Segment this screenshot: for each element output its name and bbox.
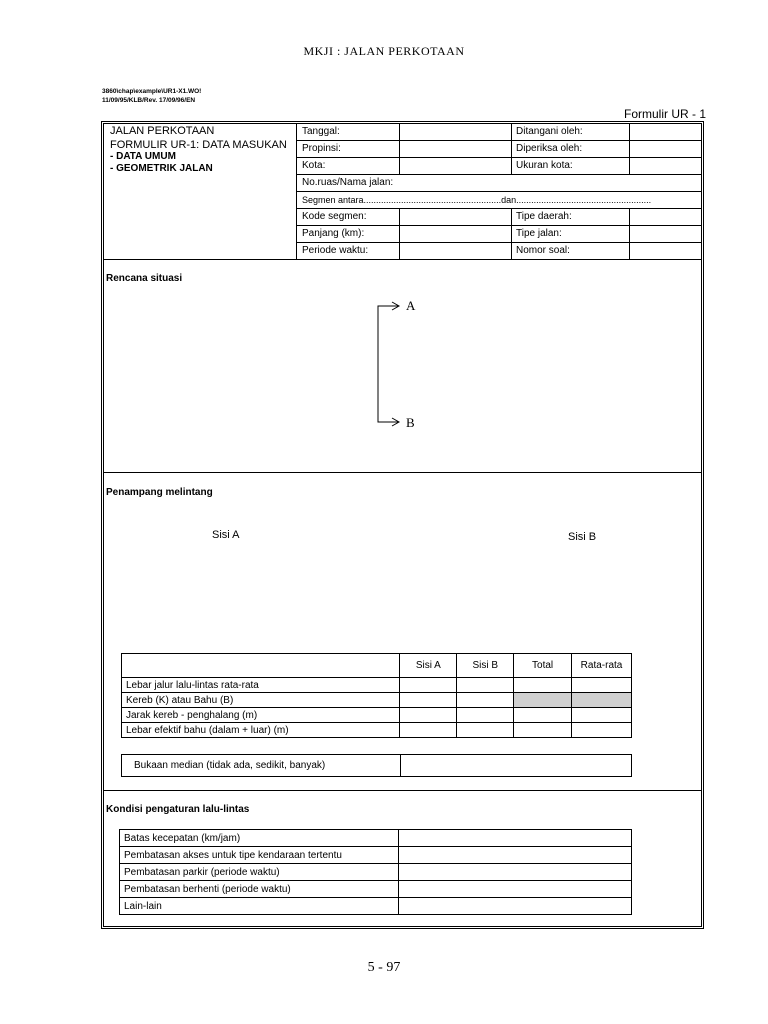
cell-input[interactable] <box>400 678 457 693</box>
cell-input[interactable] <box>398 898 631 915</box>
row-label: Pembatasan akses untuk tipe kendaraan tertentu <box>120 847 399 864</box>
road-type-title: JALAN PERKOTAAN <box>110 125 215 137</box>
traffic-control-table <box>119 829 632 915</box>
cell-input[interactable] <box>398 864 631 881</box>
cell-input[interactable] <box>457 678 514 693</box>
label-tanggal: Tanggal: <box>302 126 340 137</box>
label-panjang: Panjang (km): <box>302 228 365 239</box>
cell-input[interactable] <box>572 708 632 723</box>
cell-input[interactable] <box>400 723 457 738</box>
cell-input[interactable] <box>457 693 514 708</box>
cell-disabled <box>572 693 632 708</box>
revision-info: 11/09/95/KLB/Rev. 17/09/96/EN <box>102 97 196 104</box>
median-table <box>121 754 632 777</box>
direction-diagram <box>370 296 430 436</box>
median-label: Bukaan median (tidak ada, sedikit, banyak) <box>122 755 401 777</box>
cell-input[interactable] <box>398 830 631 847</box>
label-tipe-jalan: Tipe jalan: <box>516 228 562 239</box>
col-header: Total <box>514 654 572 678</box>
cell-disabled <box>514 693 572 708</box>
cell-input[interactable] <box>457 723 514 738</box>
table-row <box>122 678 632 693</box>
label-segmen-antara: Segmen antara.......................................................dan...................................................... <box>302 195 652 205</box>
row-label: Jarak kereb - penghalang (m) <box>122 708 400 723</box>
file-path: 3860\chap\example\UR1-X1.WO! <box>102 88 202 95</box>
label-kota: Kota: <box>302 160 326 171</box>
row-label: Kereb (K) atau Bahu (B) <box>122 693 400 708</box>
table-row <box>120 847 632 864</box>
bullet-data-umum: - DATA UMUM <box>110 151 176 162</box>
col-header: Sisi A <box>400 654 457 678</box>
cell-input[interactable] <box>457 708 514 723</box>
cell-input[interactable] <box>400 708 457 723</box>
cell-input[interactable] <box>514 723 572 738</box>
row-label: Batas kecepatan (km/jam) <box>120 830 399 847</box>
page-number: 5 - 97 <box>367 960 401 975</box>
cell-input[interactable] <box>572 723 632 738</box>
label-b: B <box>406 415 415 430</box>
label-ditangani: Ditangani oleh: <box>516 126 583 137</box>
label-nomor-soal: Nomor soal: <box>516 245 570 256</box>
table-row <box>122 708 632 723</box>
table-row <box>120 881 632 898</box>
label-tipe-daerah: Tipe daerah: <box>516 211 572 222</box>
col-header: Rata-rata <box>572 654 632 678</box>
form-number: Formulir UR - 1 <box>623 107 706 121</box>
cell-input[interactable] <box>572 678 632 693</box>
cross-section-table <box>121 653 632 738</box>
row-label: Pembatasan parkir (periode waktu) <box>120 864 399 881</box>
form-title: FORMULIR UR-1: DATA MASUKAN <box>110 139 287 151</box>
row-label: Pembatasan berhenti (periode waktu) <box>120 881 399 898</box>
label-sisi-a: Sisi A <box>212 529 240 541</box>
row-label: Lain-lain <box>120 898 399 915</box>
label-ukuran-kota: Ukuran kota: <box>516 160 573 171</box>
label-a: A <box>406 298 416 313</box>
median-input[interactable] <box>400 755 631 777</box>
document-title: MKJI : JALAN PERKOTAAN <box>303 44 465 58</box>
label-kode-segmen: Kode segmen: <box>302 211 367 222</box>
cell-input[interactable] <box>398 847 631 864</box>
table-row <box>120 864 632 881</box>
cell-input[interactable] <box>514 708 572 723</box>
label-periode-waktu: Periode waktu: <box>302 245 369 256</box>
bullet-geometrik-jalan: - GEOMETRIK JALAN <box>110 163 213 174</box>
section-title-penampang: Penampang melintang <box>106 487 213 498</box>
label-propinsi: Propinsi: <box>302 143 341 154</box>
table-row <box>120 830 632 847</box>
label-no-ruas: No.ruas/Nama jalan: <box>302 177 394 188</box>
section-title-situasi: Rencana situasi <box>106 273 183 284</box>
cell-input[interactable] <box>398 881 631 898</box>
section-title-kondisi: Kondisi pengaturan lalu-lintas <box>106 804 250 815</box>
table-row <box>122 693 632 708</box>
label-sisi-b: Sisi B <box>568 531 597 543</box>
cell-input[interactable] <box>514 678 572 693</box>
label-diperiksa: Diperiksa oleh: <box>516 143 583 154</box>
table-row <box>120 898 632 915</box>
row-label: Lebar efektif bahu (dalam + luar) (m) <box>122 723 400 738</box>
cell-input[interactable] <box>400 693 457 708</box>
row-label: Lebar jalur lalu-lintas rata-rata <box>122 678 400 693</box>
table-row <box>122 723 632 738</box>
col-header: Sisi B <box>457 654 514 678</box>
table-corner <box>122 654 400 678</box>
